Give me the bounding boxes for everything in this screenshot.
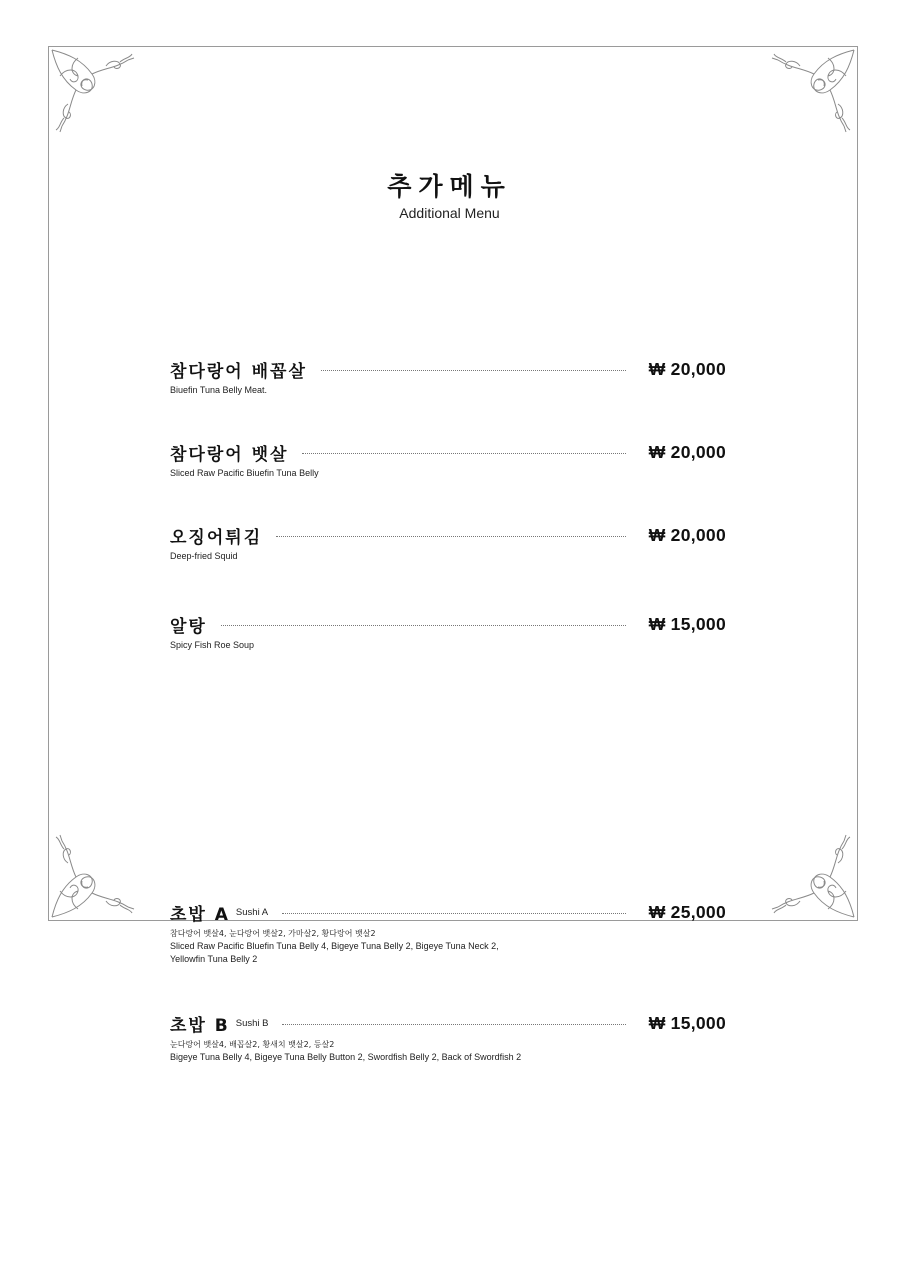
dotted-leader (302, 453, 626, 454)
menu-item-description: Sliced Raw Pacific Bluefin Tuna Belly 4, Bigeye Tuna Belly 2, Bigeye Tuna Neck 2, (170, 941, 499, 951)
sushi-set-item (170, 899, 726, 966)
floral-corner-ornament-icon (48, 46, 143, 141)
menu-item-description-ko: 눈다랑어 뱃살4, 배꼽살2, 황새치 뱃살2, 등살2 (170, 1040, 335, 1049)
menu-item-price: ₩ 20,000 (648, 358, 726, 379)
menu-item (170, 611, 726, 652)
menu-item-price: ₩ 20,000 (648, 524, 726, 545)
floral-corner-ornament-icon (763, 46, 858, 141)
menu-item-description: Sliced Raw Pacific Biuefin Tuna Belly (170, 468, 319, 478)
sushi-set-item (170, 1010, 726, 1064)
menu-item (170, 439, 726, 480)
floral-corner-ornament-icon (763, 826, 858, 921)
menu-item-price: ₩ 15,000 (648, 613, 726, 634)
menu-item-name-en: Sushi B (235, 1017, 269, 1029)
menu-item-name: 알탕 (170, 616, 207, 637)
menu-item-name-en: Sushi A (235, 906, 269, 918)
menu-title-block (0, 172, 899, 222)
menu-item-description: Yellowfin Tuna Belly 2 (170, 954, 258, 964)
dotted-leader (282, 1024, 626, 1025)
dotted-leader (282, 913, 626, 914)
menu-item-price: ₩ 20,000 (648, 441, 726, 462)
dotted-leader (276, 536, 626, 537)
menu-item-name: 오징어튀김 (170, 527, 263, 548)
menu-item-price: ₩ 15,000 (648, 1012, 726, 1033)
menu-item-name: 초밥 A (170, 904, 230, 925)
menu-item-description: Bigeye Tuna Belly 4, Bigeye Tuna Belly Button 2, Swordfish Belly 2, Back of Swordfish 2 (170, 1052, 522, 1062)
menu-item-name: 참다랑어 배꼽살 (170, 361, 307, 382)
menu-item-description-ko: 참다랑어 뱃살4, 눈다랑어 뱃살2, 가마살2, 황다랑어 뱃살2 (170, 929, 376, 938)
menu-item-name: 초밥 B (170, 1015, 230, 1036)
floral-corner-ornament-icon (48, 826, 143, 921)
dotted-leader (221, 625, 626, 626)
page-subtitle: Additional Menu (399, 205, 500, 221)
menu-item-price: ₩ 25,000 (648, 901, 726, 922)
dotted-leader (321, 370, 626, 371)
menu-item (170, 356, 726, 397)
menu-item-description: Spicy Fish Roe Soup (170, 640, 255, 650)
menu-item-description: Biuefin Tuna Belly Meat. (170, 385, 268, 395)
menu-item-description: Deep-fried Squid (170, 551, 238, 561)
menu-item (170, 522, 726, 563)
menu-item-name: 참다랑어 뱃살 (170, 444, 289, 465)
page-title: 추가메뉴 (387, 172, 512, 201)
